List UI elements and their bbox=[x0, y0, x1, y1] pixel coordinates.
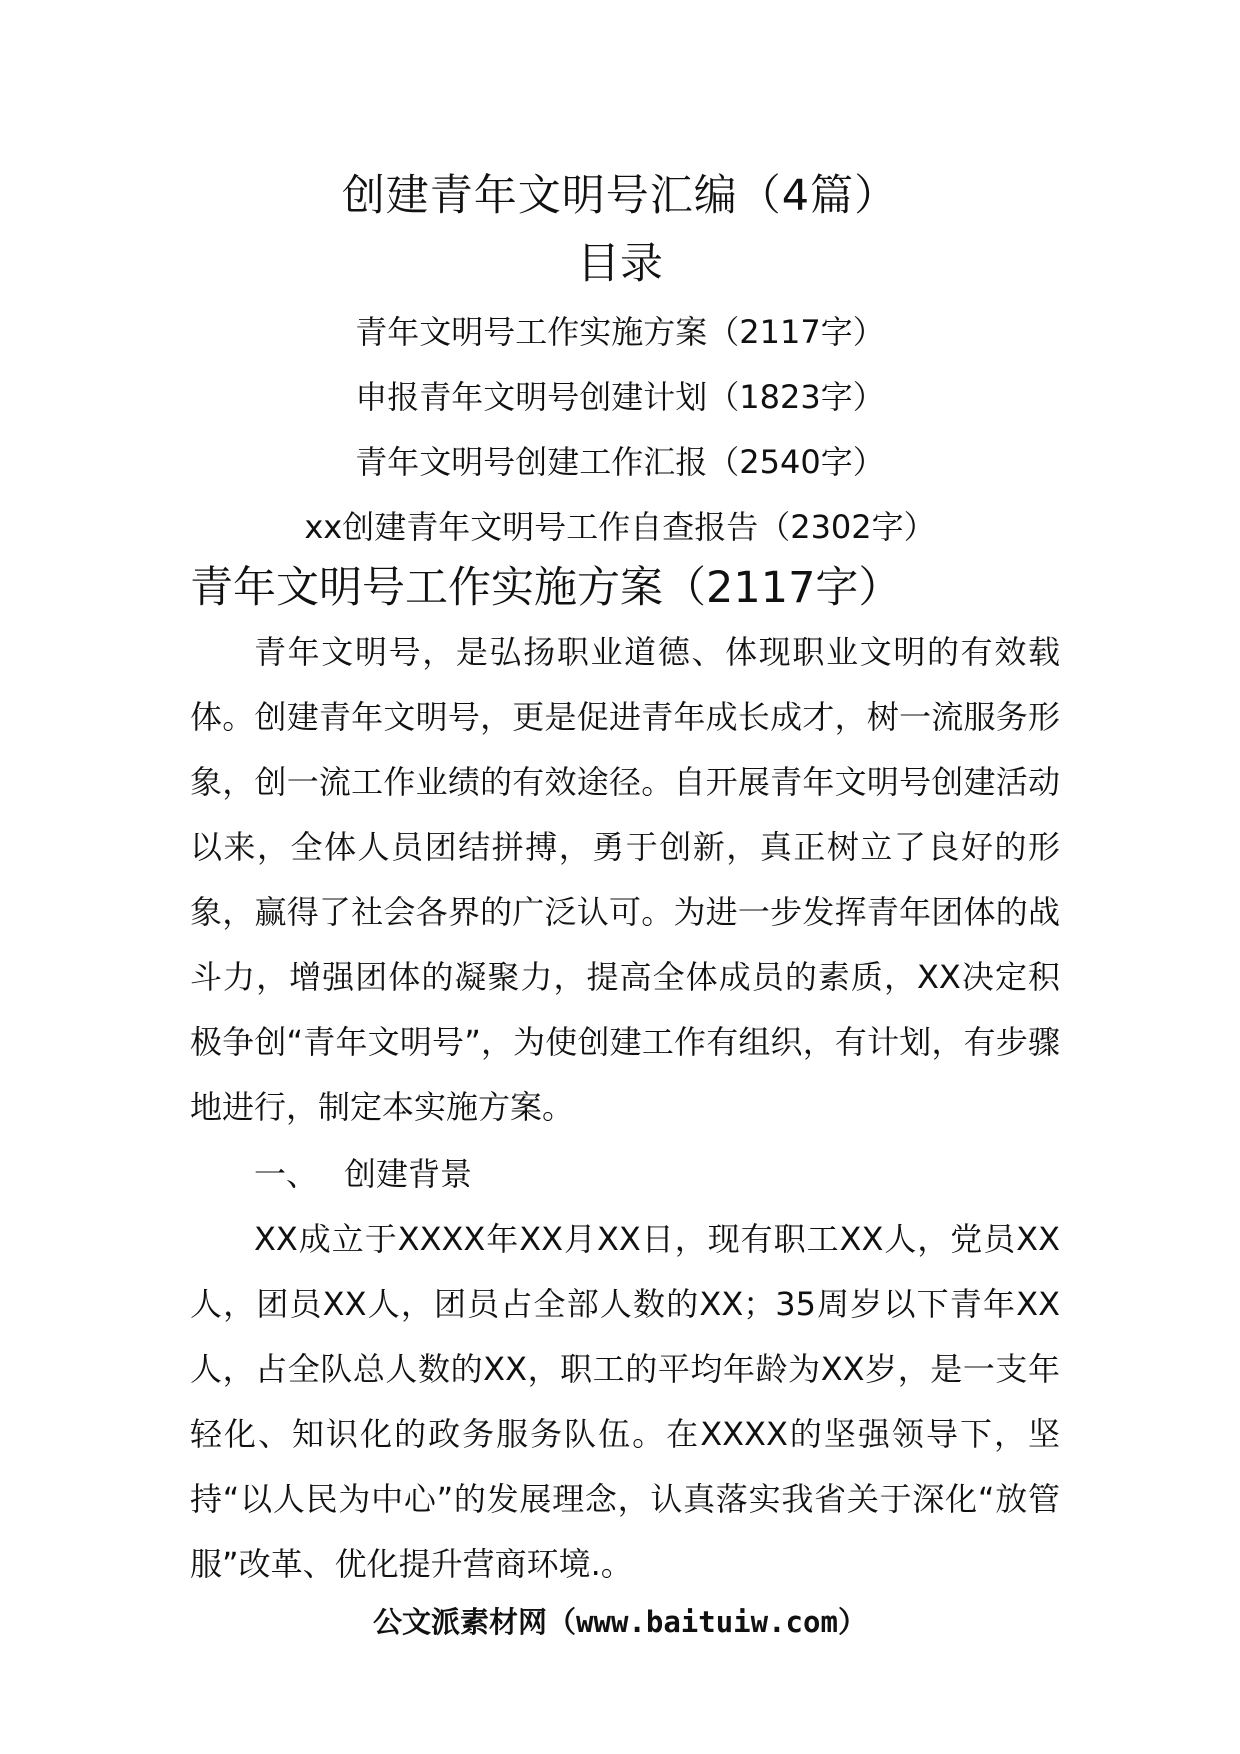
document-title: 创建青年文明号汇编（4篇） bbox=[341, 171, 899, 221]
footer-url: （www.baituiw.com） bbox=[547, 1605, 867, 1639]
subheading-background bbox=[254, 1142, 472, 1207]
section-title: 青年文明号工作实施方案（2117字） bbox=[190, 563, 902, 613]
toc-item: xx创建青年文明号工作自查报告（2302字） bbox=[304, 508, 936, 546]
subheading-text: 创建背景 bbox=[344, 1155, 473, 1193]
toc-item: 青年文明号工作实施方案（2117字） bbox=[355, 313, 885, 351]
footer-watermark bbox=[0, 1602, 1240, 1642]
subheading-number: 一、 bbox=[254, 1155, 319, 1193]
toc-item: 青年文明号创建工作汇报（2540字） bbox=[355, 443, 885, 481]
table-of-contents bbox=[0, 300, 1240, 560]
paragraph-intro: 青年文明号，是弘扬职业道德、体现职业文明的有效载体。创建青年文明号，更是促进青年成长成才，树一流服务形象，创一流工作业绩的有效途径。自开展青年文明号创建活动以来，全体人员团结拼搏，勇于创新，真正树立了良好的形象，赢得了社会各界的广泛认可。为进一步发挥青年团体的战斗力，增强团体的凝聚力，提高全体成员的素质，XX决定积极争创“青年文明号”，为使创建工作有组织，有计划，有步骤地进行，制定本实施方案。 bbox=[190, 633, 1060, 1126]
footer-site-name: 公文派素材网 bbox=[373, 1605, 548, 1639]
toc-item: 申报青年文明号创建计划（1823字） bbox=[355, 378, 885, 416]
paragraph-background: XX成立于XXXX年XX月XX日，现有职工XX人，党员XX人，团员XX人，团员占全部人数的XX；35周岁以下青年XX人，占全队总人数的XX，职工的平均年龄为XX岁，是一支年轻化、知识化的政务服务队伍。在XXXX的坚强领导下，坚持“以人民为中心”的发展理念，认真落实我省关于深化“放管服”改革、优化提升营商环境.。 bbox=[190, 1220, 1060, 1583]
toc-heading: 目录 bbox=[577, 239, 663, 289]
